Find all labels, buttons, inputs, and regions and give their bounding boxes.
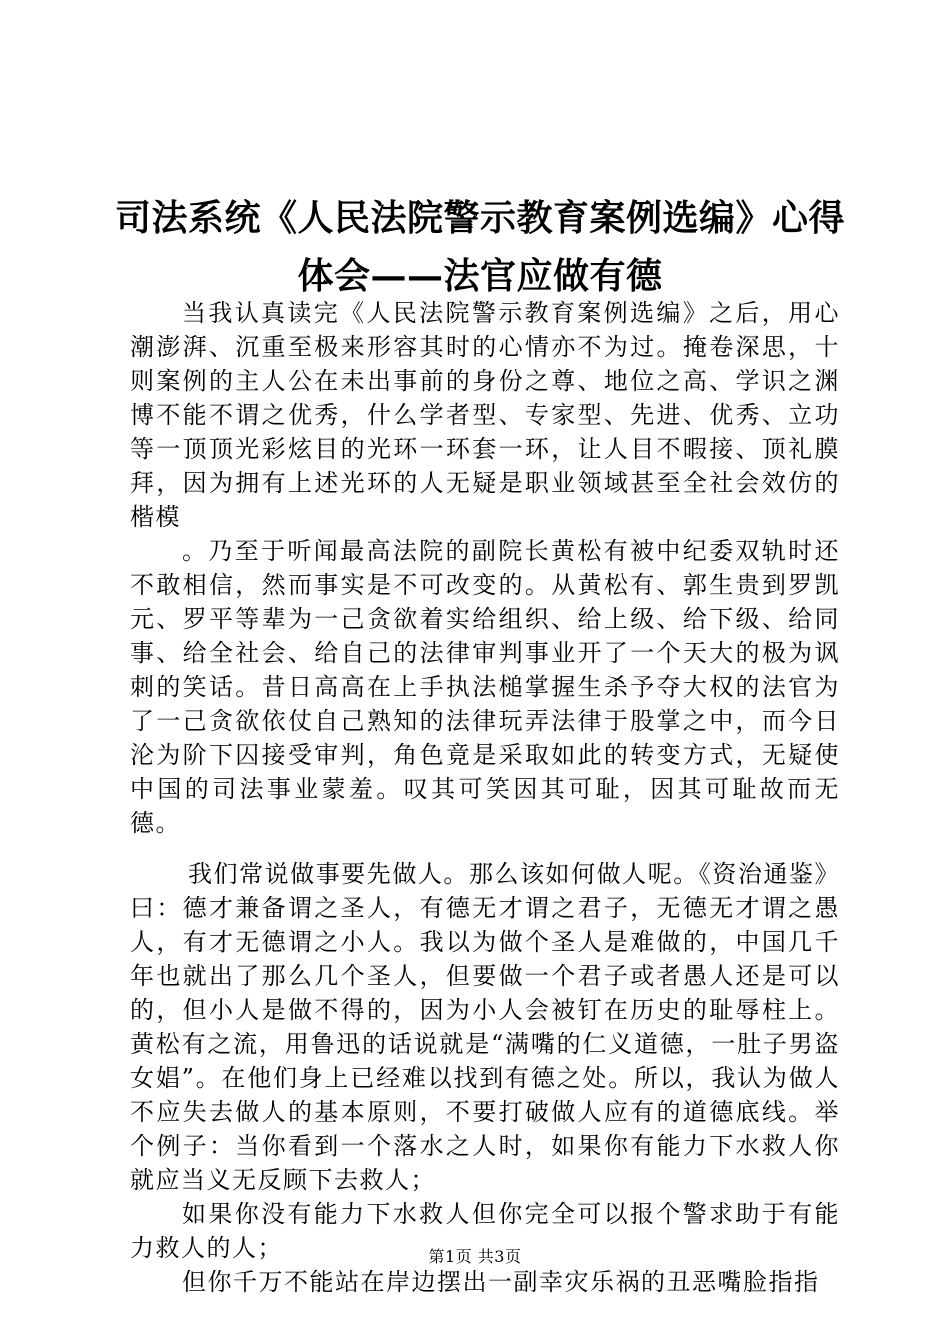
paragraph: 。乃至于听闻最高法院的副院长黄松有被中纪委双轨时还不敢相信，然而事实是不可改变的。从黄松有、郭生贵到罗凯元、罗平等辈为一己贪欲着实给组织、给上级、给下级、给同事、给全社会、给自己的法律审判事业开了一个天大的极为讽刺的笑话。昔日高高在上手执法槌掌握生杀予夺大权的法官为了一己贪欲依仗自己熟知的法律玩弄法律于股掌之中，而今日沦为阶下囚接受审判，角色竟是采取如此的转变方式，无疑使中国的司法事业蒙羞。叹其可笑因其可耻，因其可耻故而无德。	[130, 537, 840, 837]
paragraph: 我们常说做事要先做人。那么该如何做人呢。《资治通鉴》曰：德才兼备谓之圣人，有德无才谓之君子，无德无才谓之愚人，有才无德谓之小人。我以为做个圣人是难做的，中国几千年也就出了那么几个圣人，但要做一个君子或者愚人还是可以的，但小人是做不得的，因为小人会被钉在历史的耻辱柱上。黄松有之流，用鲁迅的话说就是“满嘴的仁义道德，一肚子男盗女娼”。在他们身上已经难以找到有德之处。所以，我认为做人不应失去做人的基本原则，不要打破做人应有的道德底线。举个例子：当你看到一个落水之人时，如果你有能力下水救人你就应当义无反顾下去救人；	[130, 860, 840, 1194]
paragraph: 如果你没有能力下水救人但你完全可以报个警求助于有能力救人的人；	[130, 1200, 840, 1262]
paragraph: 当我认真读完《人民法院警示教育案例选编》之后，用心潮澎湃、沉重至极来形容其时的心情亦不为过。掩卷深思，十则案例的主人公在未出事前的身份之尊、地位之高、学识之渊博不能不谓之优秀，什么学者型、专家型、先进、优秀、立功等一顶顶光彩炫目的光环一环套一环，让人目不暇接、顶礼膜拜，因为拥有上述光环的人无疑是职业领域甚至全社会效仿的楷模	[130, 299, 840, 531]
paragraph: 但你千万不能站在岸边摆出一副幸灾乐祸的丑恶嘴脸指指	[182, 1268, 820, 1296]
document-body	[130, 296, 840, 1299]
document-title-line-1: 司法系统《人民法院警示教育案例选编》心得	[114, 197, 845, 239]
page-number-footer: 第1页 共3页	[428, 1247, 522, 1266]
document-title-line-2: 体会——法官应做有德	[297, 255, 663, 297]
